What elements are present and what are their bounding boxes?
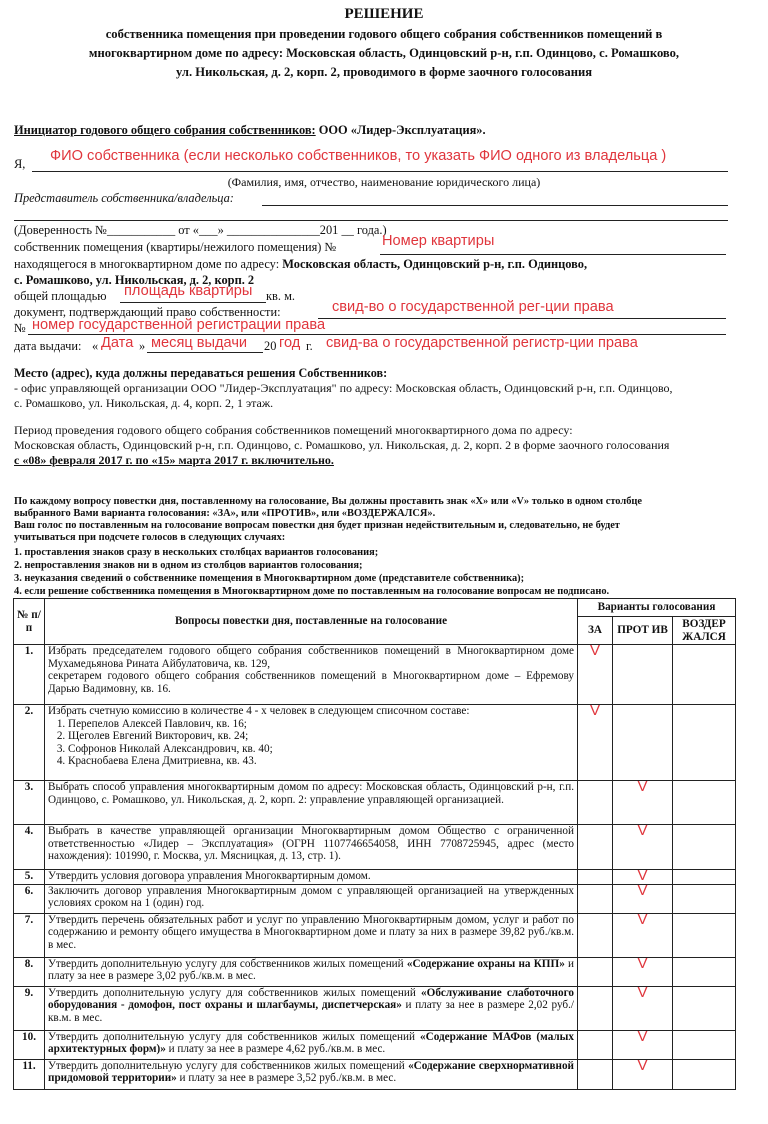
- vote-cell-za[interactable]: [578, 986, 613, 1030]
- location-value: Московская область, Одинцовский р-н, г.п. Одинцово,: [282, 257, 588, 271]
- vote-mark: V: [637, 1056, 648, 1074]
- table-row: [14, 870, 736, 885]
- question-paragraph: Выбрать в качестве управляющей организации Многоквартирным домом Общество с ограниченной ответственностью «Лидер – Эксплуатация» (ОГРН 1107746654058, ИНН 7708725945, адрес (место нахождения): 101990, г. Москва, ул. Мясницкая, д. 13, стр. 1).: [48, 825, 574, 863]
- header-protiv: ПРОТ ИВ: [613, 617, 673, 645]
- question-text: [45, 957, 578, 986]
- vote-cell-vozd[interactable]: [673, 1059, 736, 1089]
- vote-mark: V: [637, 954, 648, 972]
- issue-date-label: дата выдачи:: [14, 339, 82, 353]
- vote-cell-protiv[interactable]: [613, 881, 673, 913]
- location-value-2: с. Ромашково, ул. Никольская, д. 2, корп. 2: [14, 273, 255, 287]
- table-row: [14, 884, 736, 913]
- initiator-value: ООО «Лидер-Эксплуатация».: [315, 123, 486, 137]
- vote-mark: V: [637, 822, 648, 839]
- instruction-item: 3. неуказания сведений о собственнике помещения в Многоквартирном доме (представителе собственника);: [14, 573, 525, 584]
- table-row: [14, 645, 736, 705]
- question-post: и плату за нее в размере 4,62 руб./кв.м. в мес.: [165, 1043, 386, 1056]
- vote-cell-vozd[interactable]: [673, 870, 736, 885]
- row-number: 3.: [14, 781, 45, 825]
- table-row: [14, 957, 736, 986]
- vote-mark: V: [637, 867, 648, 884]
- area-line: [120, 302, 266, 303]
- row-number: 9.: [14, 986, 45, 1030]
- question-text: [45, 884, 578, 913]
- location-label: находящегося в многоквартирном доме по адресу:: [14, 257, 280, 271]
- question-paragraph: Утвердить условия договора управления Многоквартирным домом.: [48, 870, 371, 882]
- vote-cell-vozd[interactable]: [673, 781, 736, 825]
- question-text: [45, 1030, 578, 1059]
- question-pre: Утвердить дополнительную услугу для собственников жилых помещений: [48, 1059, 409, 1072]
- row-number: 5.: [14, 870, 45, 885]
- i-label: Я,: [14, 157, 26, 171]
- question-text: [45, 986, 578, 1030]
- header-vozd: ВОЗДЕР ЖАЛСЯ: [673, 617, 736, 645]
- instruction-item: 2. непроставления знаков ни в одном из столбцов вариантов голосования;: [14, 560, 363, 571]
- question-paragraph: Заключить договор управления Многоквартирным домом с управляющей организацией на утвержденных условиях сроком на 1 (один) год.: [48, 884, 574, 910]
- vote-cell-vozd[interactable]: [673, 1030, 736, 1059]
- service-name: «Содержание МАФов (малых архитектурных форм)»: [48, 1030, 575, 1056]
- vote-cell-za[interactable]: [578, 913, 613, 957]
- commission-member: 2. Щеголев Евгений Викторович, кв. 24;: [68, 730, 574, 743]
- table-row: [14, 1030, 736, 1059]
- vote-cell-vozd[interactable]: [673, 957, 736, 986]
- service-name: «Обслуживание слаботочного оборудования - домофон, пост охраны и шлагбаумы, диспетчерская»: [48, 986, 574, 1012]
- question-text: [45, 913, 578, 957]
- registration-no-fill[interactable]: номер государственной регистрации права: [32, 317, 326, 333]
- question-intro: Избрать счетную комиссию в количестве 4 - х человек в следующем списочном составе:: [48, 705, 470, 717]
- row-number: 6.: [14, 884, 45, 913]
- vote-mark: V: [589, 702, 600, 719]
- instruction-item: 1. проставления знаков сразу в нескольких столбцах вариантов голосования;: [14, 547, 379, 558]
- service-name: «Содержание охраны на КПП»: [406, 957, 565, 970]
- question-text: [45, 705, 578, 781]
- vote-mark: V: [637, 1027, 648, 1045]
- question-text: [45, 781, 578, 825]
- vote-cell-vozd[interactable]: [673, 986, 736, 1030]
- vote-cell-protiv[interactable]: [613, 954, 673, 986]
- area-fill[interactable]: площадь квартиры: [124, 283, 253, 299]
- instruction-item: 4. если решение собственника помещения в Многоквартирном доме по поставленным на голосование вопросам не подписано.: [14, 586, 610, 597]
- issue-document-fill[interactable]: свид-ва о государственной регистр-ции права: [326, 335, 638, 351]
- apartment-line: [380, 254, 726, 255]
- vote-mark: V: [637, 778, 648, 795]
- question-pre: Утвердить дополнительную услугу для собственников жилых помещений: [48, 986, 422, 999]
- vote-mark: V: [637, 881, 648, 899]
- question-post: и плату за нее в размере 3,52 руб./кв.м. в мес.: [176, 1072, 397, 1085]
- vote-cell-za[interactable]: [578, 1059, 613, 1089]
- subtitle-line-2: многоквартирном доме по адресу: Московская область, Одинцовский р-н, г.п. Одинцово, с. Ромашково,: [88, 46, 680, 60]
- vote-mark: V: [637, 910, 648, 928]
- period-text-2: Московская область, Одинцовский р-н, г.п. Одинцово, с. Ромашково, ул. Никольская, д. 2, корп. 2 в форме заочного голосования: [14, 438, 670, 452]
- instructions-line-4: учитываться при подсчете голосов в следующих случаях:: [14, 532, 286, 543]
- instructions-line-2: выбранного Вами варианта голосования: «ЗА», или «ПРОТИВ», или «ВОЗДЕРЖАЛСЯ».: [14, 508, 436, 519]
- question-post: и плату за нее в размере 3,02 руб./кв.м. в мес.: [48, 957, 574, 983]
- vote-cell-za[interactable]: [578, 642, 613, 705]
- issue-day-fill[interactable]: Дата: [101, 335, 134, 351]
- vote-cell-vozd[interactable]: [673, 645, 736, 705]
- subtitle-line-1: собственника помещения при проведении годового общего собрания собственников помещений в: [105, 27, 663, 41]
- representative-line[interactable]: [262, 205, 728, 206]
- row-number: 1.: [14, 645, 45, 705]
- table-row: [14, 781, 736, 825]
- instructions-line-3: Ваш голос по поставленным на голосование вопросам повестки дня будет признан недействительным и, следовательно, не будет: [14, 520, 620, 531]
- issue-year-suffix: г.: [306, 339, 313, 353]
- document-fill[interactable]: свид-во о государственной рег-ции права: [332, 299, 614, 315]
- commission-list: [48, 718, 574, 768]
- owner-line: [32, 171, 728, 172]
- issue-year-prefix: 20: [264, 339, 277, 353]
- registration-no-label: №: [14, 321, 26, 335]
- question-text: [45, 645, 578, 705]
- question-text: [45, 825, 578, 870]
- service-name: «Содержание сверхнормативной придомовой территории»: [48, 1059, 574, 1085]
- question-text: [45, 870, 578, 885]
- apartment-number-fill[interactable]: Номер квартиры: [382, 233, 495, 249]
- place-text-2: с. Ромашково, ул. Никольская, д. 4, корп. 2, 1 этаж.: [14, 396, 274, 410]
- vote-cell-vozd[interactable]: [673, 825, 736, 870]
- vote-cell-protiv[interactable]: [613, 910, 673, 957]
- place-title: Место (адрес), куда должны передаваться решения Собственников:: [14, 366, 388, 380]
- header-num: № п/п: [14, 599, 45, 645]
- subtitle-line-3: ул. Никольская, д. 2, корп. 2, проводимого в форме заочного голосования: [175, 65, 593, 79]
- table-row: [14, 986, 736, 1030]
- vote-cell-protiv[interactable]: [613, 822, 673, 870]
- vote-mark: V: [637, 983, 648, 1001]
- issue-date-close-quote: »: [139, 339, 146, 353]
- proxy-line: (Доверенность №___________ от «___» _______________201 __ года.): [14, 223, 387, 237]
- vote-cell-vozd[interactable]: [673, 705, 736, 781]
- vote-cell-za[interactable]: [578, 884, 613, 913]
- page-title: РЕШЕНИЕ: [344, 6, 424, 22]
- initiator-label: Инициатор годового общего собрания собственников:: [14, 123, 316, 137]
- issue-year-fill[interactable]: год: [279, 335, 301, 351]
- question-text: [45, 1059, 578, 1089]
- question-paragraph: Избрать председателем годового общего собрания собственников помещений в Многоквартирном доме Мухамедьянова Рината Айбулатовича, кв. 129,: [48, 645, 574, 670]
- table-row: [14, 705, 736, 781]
- issue-date-open-quote: «: [92, 339, 99, 353]
- location-label-row: [14, 257, 587, 272]
- vote-cell-vozd[interactable]: [673, 884, 736, 913]
- vote-cell-za[interactable]: [578, 957, 613, 986]
- representative-line-2[interactable]: [14, 220, 728, 221]
- header-question: Вопросы повестки дня, поставленные на голосование: [45, 599, 578, 645]
- question-post: и плату за нее в размере 2,02 руб./кв.м. в мес.: [48, 999, 574, 1024]
- row-number: 11.: [14, 1059, 45, 1089]
- vote-cell-vozd[interactable]: [673, 913, 736, 957]
- voting-table: [13, 598, 736, 1090]
- issue-month-fill[interactable]: месяц выдачи: [151, 335, 248, 351]
- vote-cell-protiv[interactable]: [613, 645, 673, 705]
- vote-cell-za[interactable]: [578, 702, 613, 781]
- vote-cell-protiv[interactable]: [613, 983, 673, 1030]
- vote-cell-za[interactable]: [578, 825, 613, 870]
- owner-caption: (Фамилия, имя, отчество, наименование юридического лица): [227, 175, 541, 189]
- table-row: [14, 825, 736, 870]
- question-pre: Утвердить дополнительную услугу для собственников жилых помещений: [48, 957, 407, 970]
- vote-cell-za[interactable]: [578, 1030, 613, 1059]
- area-label: общей площадью: [14, 289, 107, 303]
- owner-name-fill[interactable]: ФИО собственника (если несколько собственников, то указать ФИО одного из владельца ): [50, 148, 667, 164]
- vote-cell-protiv[interactable]: [613, 778, 673, 825]
- question-paragraph: Утвердить перечень обязательных работ и услуг по управлению Многоквартирным домом, услуг и работ по содержанию и ремонту общего имущества в Многоквартирном доме и плату за них в размере 39,82 руб./кв.м. в мес.: [48, 913, 574, 951]
- document-line: [318, 318, 726, 319]
- row-number: 2.: [14, 705, 45, 781]
- period-text-1: Период проведения годового общего собрания собственников помещений многоквартирного дома по адресу:: [14, 423, 573, 437]
- instructions-line-1: По каждому вопросу повестки дня, поставленному на голосование, Вы должны проставить знак «X» или «V» только в одном столбце: [14, 496, 642, 507]
- vote-cell-protiv[interactable]: [613, 1056, 673, 1089]
- row-number: 7.: [14, 913, 45, 957]
- vote-cell-za[interactable]: [578, 781, 613, 825]
- issue-month-line: [147, 352, 263, 353]
- vote-cell-protiv[interactable]: [613, 705, 673, 781]
- document-label: документ, подтверждающий право собственности:: [14, 305, 281, 319]
- question-paragraph: Выбрать способ управления многоквартирным домом по адресу: Московская область, Одинцовский р-н, г.п. Одинцово, с. Ромашково, ул. Никольская, д. 2, корп. 2: управление управляющей организацией.: [48, 781, 574, 806]
- header-za: ЗА: [578, 617, 613, 645]
- initiator: [14, 123, 486, 138]
- table-row: [14, 1059, 736, 1089]
- vote-cell-protiv[interactable]: [613, 1027, 673, 1059]
- row-number: 8.: [14, 957, 45, 986]
- area-unit: кв. м.: [266, 289, 296, 303]
- apartment-label: собственник помещения (квартиры/нежилого помещения) №: [14, 240, 337, 254]
- commission-member: 3. Софронов Николай Александрович, кв. 40;: [68, 743, 574, 756]
- place-text-1: - офис управляющей организации ООО "Лидер-Эксплуатация" по адресу: Московская область, Одинцовский р-н, г.п. Одинцово,: [14, 381, 673, 395]
- question-pre: Утвердить дополнительную услугу для собственников жилых помещений: [48, 1030, 421, 1043]
- question-paragraph: секретарем годового общего собрания собственников помещений в Многоквартирном доме – Ефремову Дарью Вадимовну, кв. 16.: [48, 670, 574, 695]
- representative-label: Представитель собственника/владельца:: [14, 191, 234, 205]
- commission-member: 1. Перепелов Алексей Павлович, кв. 16;: [68, 718, 574, 731]
- period-dates: с «08» февраля 2017 г. по «15» марта 2017 г. включительно.: [14, 453, 334, 467]
- table-row: [14, 913, 736, 957]
- row-number: 4.: [14, 825, 45, 870]
- commission-member: 4. Краснобаева Елена Дмитриевна, кв. 43.: [68, 755, 574, 768]
- header-variants: Варианты голосования: [578, 599, 736, 617]
- vote-cell-za[interactable]: [578, 870, 613, 885]
- row-number: 10.: [14, 1030, 45, 1059]
- vote-mark: V: [589, 642, 600, 659]
